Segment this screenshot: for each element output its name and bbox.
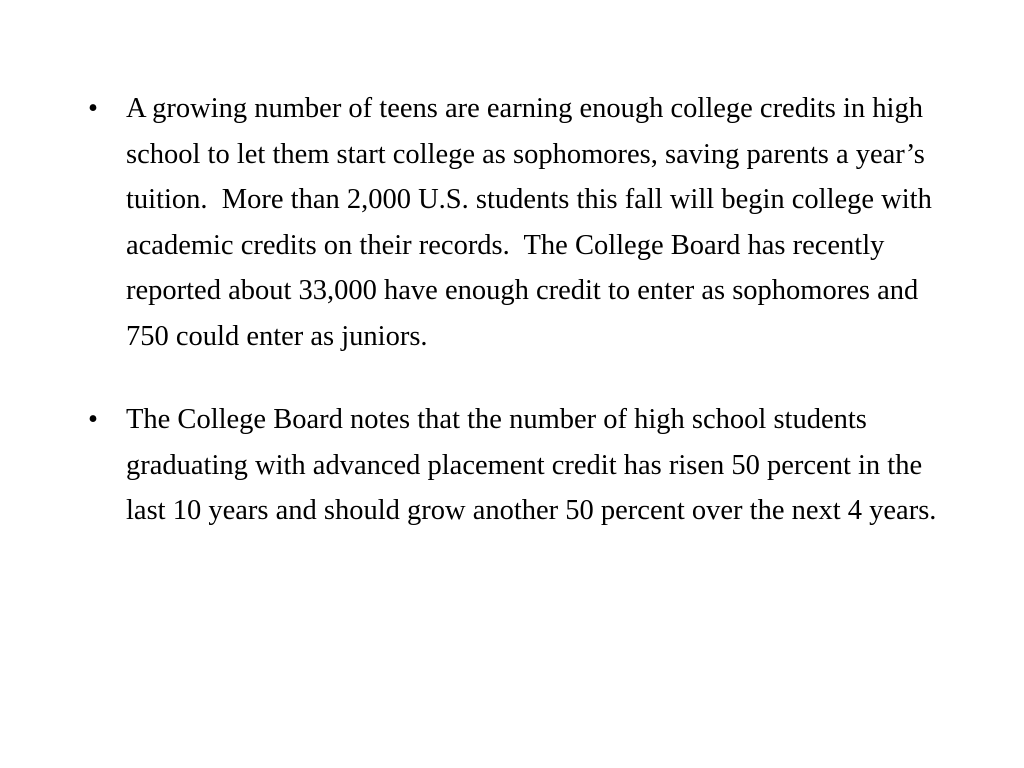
bullet-text: The College Board notes that the number of high school students graduating with advanced placement credit has risen 50 percent in the last 10 years and should grow another 50 percent over the next 4 years.	[126, 404, 937, 526]
bullet-list	[88, 86, 948, 572]
bullet-marker: •	[88, 93, 98, 124]
bullet-item-teens-credits	[88, 86, 948, 359]
bullet-text: A growing number of teens are earning enough college credits in high school to let them start college as sophomores, saving parents a year’s tuition. More than 2,000 U.S. students this fall will begin college with academic credits on their records. The College Board has recently reported about 33,000 have enough credit to enter as sophomores and 750 could enter as juniors.	[126, 93, 939, 352]
bullet-item-ap-credit-growth	[88, 397, 948, 534]
bullet-marker: •	[88, 404, 98, 435]
